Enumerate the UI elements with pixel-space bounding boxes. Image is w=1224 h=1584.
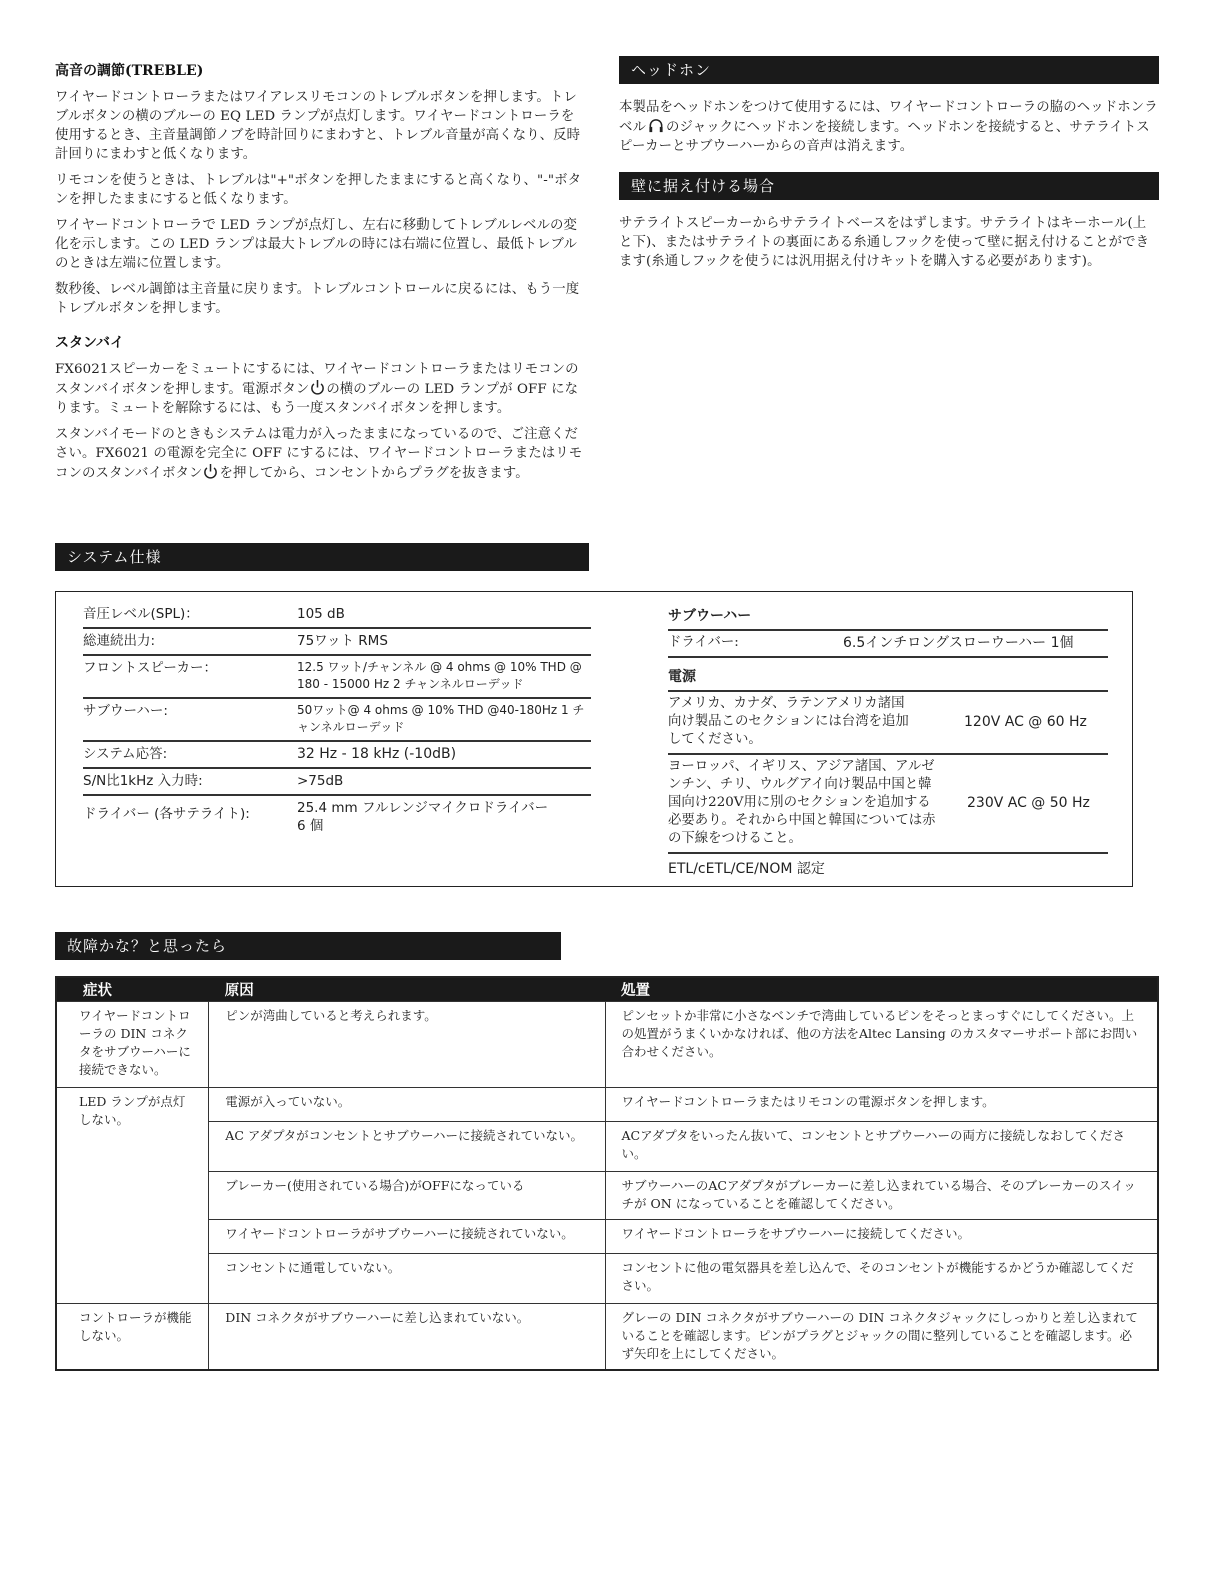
cause-cell: DIN コネクタがサブウーハーに差し込まれていない。 [209, 1303, 605, 1370]
headphone-paragraph-b: のジャックにヘッドホンを接続します。ヘッドホンを接続すると、サテライトスピーカーとサブウーハーからの音声は消えます。 [619, 120, 1150, 154]
spec-row-spl [83, 602, 591, 629]
spec-row-total-output [83, 629, 591, 656]
spec-row-woofer-driver [668, 631, 1108, 658]
spec-value: 32 Hz - 18 kHz (-10dB) [297, 746, 457, 762]
spec-value: 50ワット@ 4 ohms @ 10% THD @40-180Hz 1 チャンネルローデッド [297, 703, 585, 734]
headphone-paragraph [619, 98, 1159, 156]
specs-right-table [668, 602, 1108, 878]
solution-cell: ピンセットか非常に小さなベンチで湾曲しているピンをそっとまっすぐにしてください。上の処置がうまくいかなければ、他の方法をAltec Lansing のカスタマーサポート部にお問い合わせください。 [605, 1001, 1158, 1087]
solution-cell: サブウーハーのACアダプタがブレーカーに差し込まれている場合、そのブレーカーのスイッチが ON になっていることを確認してください。 [605, 1171, 1158, 1219]
solution-cell: コンセントに他の電気器具を差し込んで、そのコンセントが機能するかどうか確認してください。 [605, 1253, 1158, 1303]
solution-cell: ACアダプタをいったん抜いて、コンセントとサブウーハーの両方に接続しなおしてください。 [605, 1121, 1158, 1171]
right-column [619, 56, 1159, 278]
cause-cell: コンセントに通電していない。 [209, 1253, 605, 1303]
standby-paragraph-1-a: FX6021スピーカーをミュートにするには、ワイヤードコントローラまたはリモコンのスタンバイボタンを押します。電源ボタン [55, 362, 579, 397]
spec-row-system-response [83, 742, 591, 769]
header-solution: 処置 [605, 977, 1158, 1001]
spec-key: ドライバー (各サテライト): [83, 806, 250, 822]
spec-value: 230V AC @ 50 Hz [967, 795, 1090, 811]
headphone-paragraph-a: 本製品をヘッドホンをつけて使用するには、ワイヤードコントローラの脇のヘッドホンラベル [619, 100, 1158, 135]
wall-mount-paragraph: サテライトスピーカーからサテライトベースをはずします。サテライトはキーホール(上と下)、またはサテライトの裏面にある糸通しフックを使って壁に据え付けることができます(糸通しフックを使うには汎用据え付けキットを購入する必要があります)。 [619, 216, 1150, 269]
table-row [56, 1001, 1158, 1087]
treble-paragraph-2: リモコンを使うときは、トレブルは"+"ボタンを押したままにすると高くなり、"-"ボタンを押したままにすると低くなります。 [55, 173, 582, 207]
treble-paragraph-3: ワイヤードコントローラで LED ランプが点灯し、左右に移動してトレブルレベルの変化を示します。この LED ランプは最大トレブルの時には右端に位置し、最低トレブルのときは左端に位置します。 [55, 218, 577, 271]
standby-paragraph-2-a: スタンバイモードのときもシステムは電力が入ったままになっているので、ご注意ください。FX6021 の電源を完全に OFF にするには、ワイヤードコントローラまたはリモコンのスタンバイボタン [55, 427, 583, 481]
spec-key: サブウーハー: [83, 703, 168, 719]
table-row [56, 1253, 1158, 1303]
spec-key: 音圧レベル(SPL)： [83, 606, 199, 622]
spec-key: ドライバー: [668, 635, 739, 650]
troubleshooting-table [55, 976, 1159, 1371]
spec-row-power-eu [668, 755, 1108, 854]
spec-value: 75ワット RMS [297, 633, 388, 649]
spec-value: 120V AC @ 60 Hz [964, 714, 1087, 730]
spec-row-driver [83, 796, 591, 839]
cause-cell: AC アダプタがコンセントとサブウーハーに接続されていない。 [209, 1121, 605, 1171]
standby-paragraph-2-b: を押してから、コンセントからプラグを抜きます。 [219, 466, 529, 481]
standby-paragraph-2 [55, 425, 585, 483]
solution-cell: グレーの DIN コネクタがサブウーハーの DIN コネクタジャックにしっかりと差し込まれていることを確認します。ピンがプラグとジャックの間に整列していることを確認します。必ず矢印を上にしてください。 [605, 1303, 1158, 1370]
spec-row-power-us [668, 692, 1108, 755]
spec-key: フロントスピーカー： [83, 660, 218, 676]
cause-cell: ワイヤードコントローラがサブウーハーに接続されていない。 [209, 1219, 605, 1253]
standby-paragraph-1 [55, 360, 585, 418]
table-row [56, 1303, 1158, 1370]
solution-cell: ワイヤードコントローラまたはリモコンの電源ボタンを押します。 [605, 1087, 1158, 1121]
specs-left-table [83, 602, 591, 839]
spec-key: S/N比1kHz 入力時: [83, 773, 203, 789]
symptom-cell: ワイヤードコントローラの DIN コネクタをサブウーハーに接続できない。 [56, 1001, 209, 1087]
troubleshooting-bar: 故障かな？と思ったら [55, 932, 561, 960]
specs-box [55, 591, 1133, 887]
table-header-row [56, 977, 1158, 1001]
power-icon [203, 463, 218, 480]
treble-paragraph-1: ワイヤードコントローラまたはワイアレスリモコンのトレブルボタンを押します。トレブルボタンの横のブルーの EQ LED ランプが点灯します。ワイヤードコントローラを使用するとき、主音量調節ノブを時計回りにまわすと、トレブル音量が高くなり、反時計回りにまわすと低くなります。 [55, 90, 581, 162]
spec-key: アメリカ、カナダ、ラテンアメリカ諸国向け製品このセクションには台湾を追加してください。 [668, 696, 909, 747]
wall-mount-section-bar: 壁に据え付ける場合 [619, 172, 1159, 200]
spec-row-front-speaker [83, 656, 591, 699]
symptom-cell: コントローラが機能しない。 [56, 1303, 209, 1370]
headphone-icon [647, 117, 665, 134]
spec-row-sn-ratio [83, 769, 591, 796]
spec-key: システム応答: [83, 746, 168, 762]
headphone-section-bar: ヘッドホン [619, 56, 1159, 84]
standby-heading: スタンバイ [55, 335, 125, 351]
system-specs-bar: システム仕様 [55, 543, 589, 571]
left-column [55, 60, 585, 490]
cause-cell: 電源が入っていない。 [209, 1087, 605, 1121]
treble-paragraph-4: 数秒後、レベル調節は主音量に戻ります。トレブルコントロールに戻るには、もう一度トレブルボタンを押します。 [55, 282, 580, 316]
header-cause: 原因 [209, 977, 605, 1001]
spec-row-subwoofer [83, 699, 591, 742]
treble-heading: 高音の調節(TREBLE) [55, 63, 204, 79]
spec-key: ヨーロッパ、イギリス、アジア諸国、アルゼンチン、チリ、ウルグアイ向け製品中国と韓国向け220V用に別のセクションを追加する必要あり。それから中国と韓国については赤の下線をつけること。 [668, 759, 936, 846]
power-icon [310, 379, 325, 396]
cause-cell: ピンが湾曲していると考えられます。 [209, 1001, 605, 1087]
symptom-cell: LED ランプが点灯しない。 [56, 1087, 209, 1303]
solution-cell: ワイヤードコントローラをサブウーハーに接続してください。 [605, 1219, 1158, 1253]
spec-key: 総連続出力: [83, 633, 156, 649]
table-row [56, 1121, 1158, 1171]
spec-value: 25.4 mm フルレンジマイクロドライバー 6 個 [297, 800, 549, 834]
header-symptom: 症状 [56, 977, 209, 1001]
table-row [56, 1087, 1158, 1121]
standby-paragraph-1-b: の横のブルーの LED ランプが OFF になります。ミュートを解除するには、もう一度スタンバイボタンを押します。 [55, 382, 579, 416]
table-row [56, 1219, 1158, 1253]
subwoofer-heading: サブウーハー [668, 602, 1108, 631]
certification: ETL/cETL/CE/NOM 認定 [668, 861, 825, 877]
cause-cell: ブレーカー(使用されている場合)がOFFになっている [209, 1171, 605, 1219]
spec-value: 105 dB [297, 606, 345, 622]
power-heading: 電源 [668, 658, 1108, 692]
table-row [56, 1171, 1158, 1219]
spec-value: >75dB [297, 773, 344, 789]
spec-value: 12.5 ワット/チャンネル @ 4 ohms @ 10% THD @ 180 - 15000 Hz 2 チャンネルローデッド [297, 660, 582, 691]
spec-value: 6.5インチロングスローウーハー 1個 [843, 635, 1074, 651]
